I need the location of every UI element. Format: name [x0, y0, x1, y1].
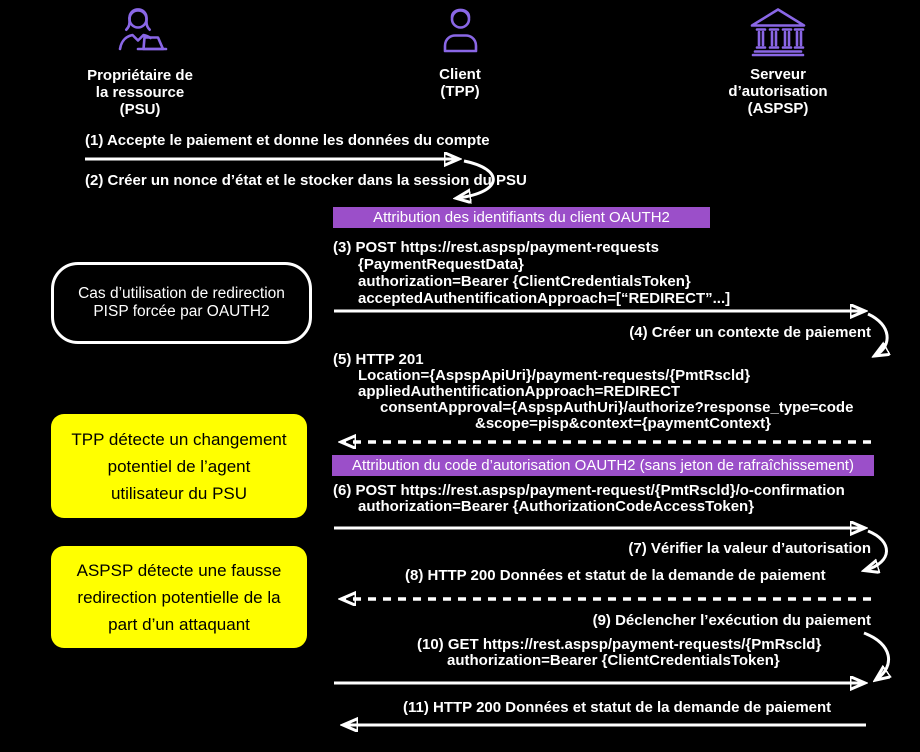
self-loop-9-aspsp: [864, 633, 889, 679]
use-case-note-line: Cas d’utilisation de redirection: [78, 285, 285, 302]
actor-tpp-line: Client: [439, 66, 481, 83]
actor-psu-line: la ressource: [95, 84, 185, 101]
message-3: [333, 239, 730, 307]
actor-label-tpp: [400, 66, 520, 100]
note-aspsp-line: ASPSP détecte une fausse: [76, 560, 282, 580]
message-9: (9) Déclencher l’exécution du paiement: [592, 612, 871, 629]
note-tpp-line: potentiel de l’agent: [107, 456, 251, 476]
actor-aspsp-line: d’autorisation: [728, 83, 828, 100]
message-5-line: appliedAuthentificationApproach=REDIRECT: [358, 383, 681, 400]
message-3-line: {PaymentRequestData}: [358, 256, 524, 273]
bank-icon: [748, 7, 808, 57]
message-6-line: (6) POST https://rest.aspsp/payment-request/{PmtRscld}/o-confirmation: [333, 482, 845, 499]
woman-laptop-icon: [108, 4, 170, 58]
message-5-line: Location={AspspApiUri}/payment-requests/{PmtRscld}: [358, 367, 751, 384]
message-2: (2) Créer un nonce d’état et le stocker dans la session du PSU: [85, 172, 527, 189]
note-tpp-detection: [51, 414, 307, 518]
actor-psu-line: Propriétaire de: [87, 67, 193, 84]
message-3-line: (3) POST https://rest.aspsp/payment-requests: [333, 239, 659, 256]
person-icon: [437, 5, 484, 56]
note-aspsp-line: part d’un attaquant: [108, 614, 250, 634]
actor-psu-line: (PSU): [119, 101, 161, 118]
message-10-line: authorization=Bearer {ClientCredentialsToken}: [447, 652, 780, 669]
message-8: (8) HTTP 200 Données et statut de la demande de paiement: [405, 567, 826, 584]
actor-label-aspsp: [698, 66, 858, 117]
banner-client-credentials: Attribution des identifiants du client OAUTH2: [333, 207, 710, 228]
message-7: (7) Vérifier la valeur d’autorisation: [628, 540, 871, 557]
note-aspsp-detection: [51, 546, 307, 648]
message-3-line: acceptedAuthentificationApproach=[“REDIRECT”...]: [358, 290, 731, 307]
message-3-line: authorization=Bearer {ClientCredentialsToken}: [358, 273, 691, 290]
banner-auth-code: Attribution du code d’autorisation OAUTH2 (sans jeton de rafraîchissement): [332, 455, 874, 476]
actor-aspsp-line: Serveur: [750, 66, 806, 83]
note-aspsp-line: redirection potentielle de la: [77, 587, 281, 607]
message-6: [333, 483, 845, 515]
note-tpp-line: utilisateur du PSU: [110, 483, 248, 503]
message-5-line: (5) HTTP 201: [333, 351, 424, 368]
actor-tpp-line: (TPP): [440, 83, 480, 100]
message-5: [333, 352, 853, 432]
message-10: [417, 637, 821, 669]
actor-aspsp-line: (ASPSP): [747, 100, 809, 117]
actor-label-psu: [50, 67, 230, 118]
message-4: (4) Créer un contexte de paiement: [629, 324, 871, 341]
message-5-line: &scope=pisp&context={paymentContext}: [475, 415, 771, 432]
message-5-line: consentApproval={AspspAuthUri}/authorize?response_type=code: [380, 399, 854, 416]
message-10-line: (10) GET https://rest.aspsp/payment-requests/{PmRscld}: [417, 636, 822, 653]
message-11: (11) HTTP 200 Données et statut de la demande de paiement: [403, 699, 832, 716]
message-1: (1) Accepte le paiement et donne les données du compte: [85, 132, 490, 149]
use-case-note-line: PISP forcée par OAUTH2: [93, 303, 270, 320]
message-6-line: authorization=Bearer {AuthorizationCodeAccessToken}: [358, 498, 755, 515]
note-tpp-line: TPP détecte un changement: [71, 429, 287, 449]
use-case-note: [51, 262, 312, 344]
